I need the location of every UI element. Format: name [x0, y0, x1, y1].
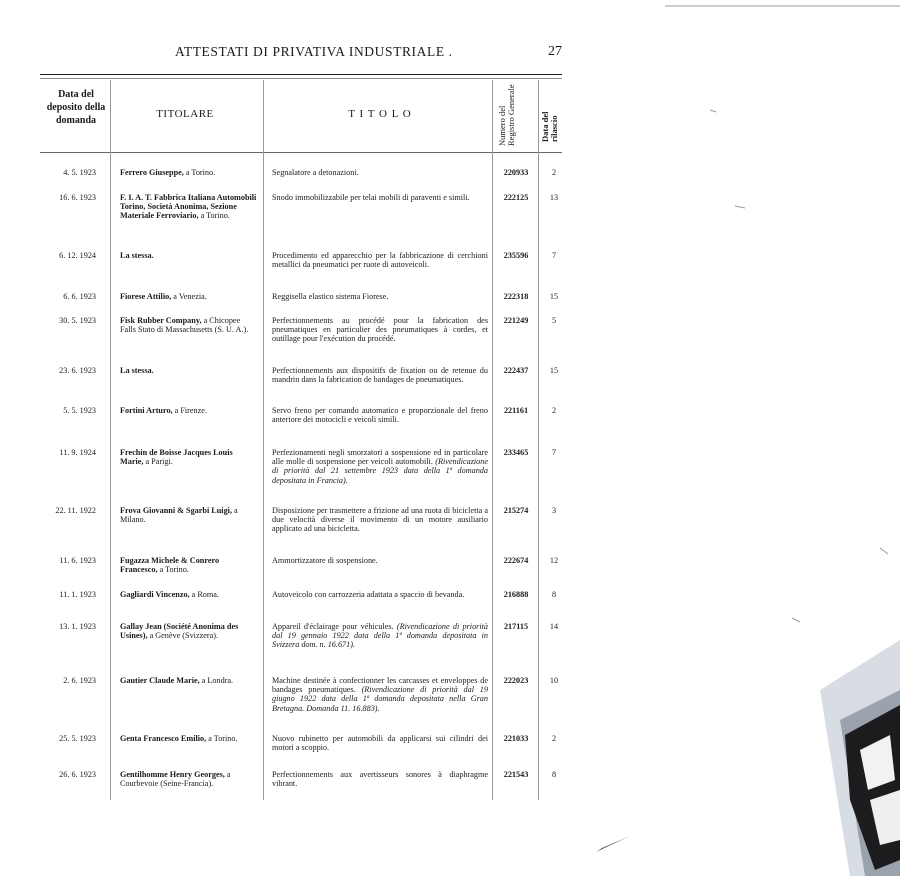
delivery-date: 7 — [551, 251, 557, 260]
register-number: 222318 — [503, 292, 529, 301]
title-text: Nuovo rubinetto per automobili da applicarsi sui cilindri dei motori a scoppio. — [272, 734, 488, 753]
title-text: Autoveicolo con carrozzeria adattata a spaccio di bevanda. — [272, 590, 465, 599]
holder-name: Fugazza Michele & Conrero Francesco, — [120, 556, 220, 575]
register-number: 221249 — [503, 316, 529, 325]
page-edge-lines — [665, 6, 900, 622]
deposit-date: 23. 6. 1923 — [59, 366, 96, 375]
holder-place: a Torino. — [157, 565, 189, 575]
register-number: 222125 — [503, 193, 529, 202]
holder-name: Gallay Jean (Société Anonima des Usines), — [120, 622, 239, 641]
title-text: Perfectionnements aux dispositifs de fixation ou de retenue du mandrin dans la fabrication de bandages de pneumatiques. — [272, 366, 488, 385]
title-text: Perfectionnements aux avertisseurs sonores à diaphragme vibrant. — [272, 770, 488, 789]
delivery-date: 2 — [551, 406, 557, 415]
delivery-date: 14 — [549, 622, 559, 631]
holder-name: Fortini Arturo, — [120, 406, 173, 415]
holder-name: Frova Giovanni & Sgarbi Luigi, — [120, 506, 232, 515]
deposit-date: 6. 6. 1923 — [63, 292, 96, 301]
delivery-date: 8 — [551, 770, 557, 779]
deposit-date: 26. 6. 1923 — [59, 770, 96, 779]
delivery-date: 2 — [551, 168, 557, 177]
register-number: 220933 — [503, 168, 529, 177]
delivery-date: 15 — [549, 292, 559, 301]
holder-place: a Parigi. — [143, 457, 173, 467]
register-number: 221033 — [503, 734, 529, 743]
holder-place: a Venezia. — [171, 292, 207, 301]
title-text: Reggisella elastico sistema Fiorese. — [272, 292, 389, 301]
title-text: Perfezionamenti negli smorzatori a sospensione ed in particolare alle molle di sospensione per veicoli automobili. — [272, 448, 488, 467]
holder-place: a Torino. — [183, 168, 216, 177]
title-text: Appareil d'éclairage pour véhicules. — [272, 622, 394, 631]
title-text: Perfectionnements au procédé pour la fabrication des pneumatiques en particulier des pneumatiques à cordes, et outillage pour l'exécution du procédé. — [272, 316, 488, 344]
holder-name: Fisk Rubber Company, — [120, 316, 202, 325]
corner-shadow — [820, 640, 900, 876]
holder-name: La stessa. — [120, 251, 154, 260]
header-data-rilascio: Data del rilascio — [540, 111, 559, 142]
deposit-date: 13. 1. 1923 — [59, 622, 96, 631]
header-numero-registro: Numero del Registro Generale — [497, 84, 516, 146]
holder-place: a Roma. — [189, 590, 219, 599]
title-text: Segnalatore a detonazioni. — [272, 168, 359, 177]
running-title: ATTESTATI DI PRIVATIVA INDUSTRIALE . — [175, 44, 453, 59]
register-number: 235596 — [503, 251, 529, 260]
holder-place: a Chicopee Falls Stato di Massachusetts (S. U. A.). — [120, 316, 249, 335]
register-number: 233465 — [503, 448, 529, 457]
deposit-date: 25. 5. 1923 — [59, 734, 96, 743]
title-text: Servo freno per comando automatico e proporzionale del freno anteriore dei motocicli e veicoli simili. — [272, 406, 488, 425]
holder-name: Fiorese Attilio, — [120, 292, 172, 301]
deposit-date: 16. 6. 1923 — [59, 193, 96, 202]
holder-name: Gautier Claude Marie, — [120, 676, 200, 685]
delivery-date: 8 — [551, 590, 557, 599]
deposit-date: 4. 5. 1923 — [63, 168, 96, 177]
register-number: 221543 — [503, 770, 529, 779]
title-note: (Rivendicazione di priorità dal 19 gennaio 1922 data della 1ª domanda depositata in Svizzera dom. n. 16.671). — [272, 622, 489, 650]
deposit-date: 11. 9. 1924 — [59, 448, 96, 457]
holder-place: a Torino. — [198, 211, 230, 221]
delivery-date: 10 — [549, 676, 559, 685]
delivery-date: 7 — [551, 448, 557, 457]
deposit-date: 22. 11. 1922 — [55, 506, 96, 515]
holder-name: F. I. A. T. Fabbrica Italiana Automobili Torino, Società Anonima, Sezione Materiale Ferroviario, — [120, 193, 257, 221]
delivery-date: 13 — [549, 193, 559, 202]
title-note: (Rivendicazione di priorità dal 21 settembre 1923 data della 1ª domanda depositata in Francia). — [272, 457, 488, 485]
holder-place: a Milano. — [120, 506, 238, 525]
delivery-date: 5 — [551, 316, 557, 325]
ink-smudge — [596, 836, 630, 852]
header-data-deposito: Data del deposito della domanda — [46, 89, 106, 126]
holder-name: Gagliardi Vincenzo, — [120, 590, 190, 599]
register-number: 215274 — [503, 506, 529, 515]
holder-name: Gentilhomme Henry Georges, — [120, 770, 225, 779]
register-number: 217115 — [503, 622, 529, 631]
page-number: 27 — [548, 44, 562, 59]
delivery-date: 15 — [549, 366, 559, 375]
holder-name: Genta Francesco Emilio, — [120, 734, 207, 743]
title-text: Snodo immobilizzabile per telai mobili di paraventi e simili. — [272, 193, 470, 202]
holder-name: Frechin de Boisse Jacques Louis Marie, — [120, 448, 233, 467]
delivery-date: 2 — [551, 734, 557, 743]
deposit-date: 11. 6. 1923 — [59, 556, 96, 565]
title-note: (Rivendicazione di priorità dal 19 giugno 1922 data della 1ª domanda depositata nella Gran Bretagna. Domanda 11. 16.883). — [272, 685, 488, 713]
register-number: 222674 — [503, 556, 529, 565]
header-titolo: T I T O L O — [348, 108, 412, 120]
holder-place: a Londra. — [199, 676, 234, 685]
register-number: 216888 — [503, 590, 529, 599]
title-text: Machine destinée à confectionner les carcasses et enveloppes de bandages pneumatiques. — [272, 676, 488, 695]
holder-name: La stessa. — [120, 366, 154, 375]
deposit-date: 2. 6. 1923 — [63, 676, 96, 685]
register-number: 222023 — [503, 676, 529, 685]
holder-place: a Torino. — [206, 734, 238, 743]
header-titolare: TITOLARE — [156, 108, 214, 120]
holder-place: a Genève (Svizzera). — [147, 631, 218, 641]
delivery-date: 3 — [551, 506, 557, 515]
deposit-date: 6. 12. 1924 — [59, 251, 96, 260]
deposit-date: 11. 1. 1923 — [59, 590, 96, 599]
holder-place: a Courbevoie (Seine-Francia). — [120, 770, 231, 789]
holder-name: Ferrero Giuseppe, — [120, 168, 184, 177]
title-text: Procedimento ed apparecchio per la fabbricazione di cerchioni metallici da pneumatici per ruote di autoveicoli. — [272, 251, 488, 270]
title-text: Disposizione per trasmettere a frizione ad una ruota di bicicletta a due velocità diverse il movimento di un motore ausiliario applicato ad una bicicletta. — [272, 506, 488, 534]
deposit-date: 5. 5. 1923 — [63, 406, 96, 415]
register-number: 222437 — [503, 366, 529, 375]
holder-place: a Firenze. — [172, 406, 207, 415]
title-text: Ammortizzatore di sospensione. — [272, 556, 378, 565]
delivery-date: 12 — [549, 556, 559, 565]
register-number: 221161 — [503, 406, 529, 415]
deposit-date: 30. 5. 1923 — [59, 316, 96, 325]
